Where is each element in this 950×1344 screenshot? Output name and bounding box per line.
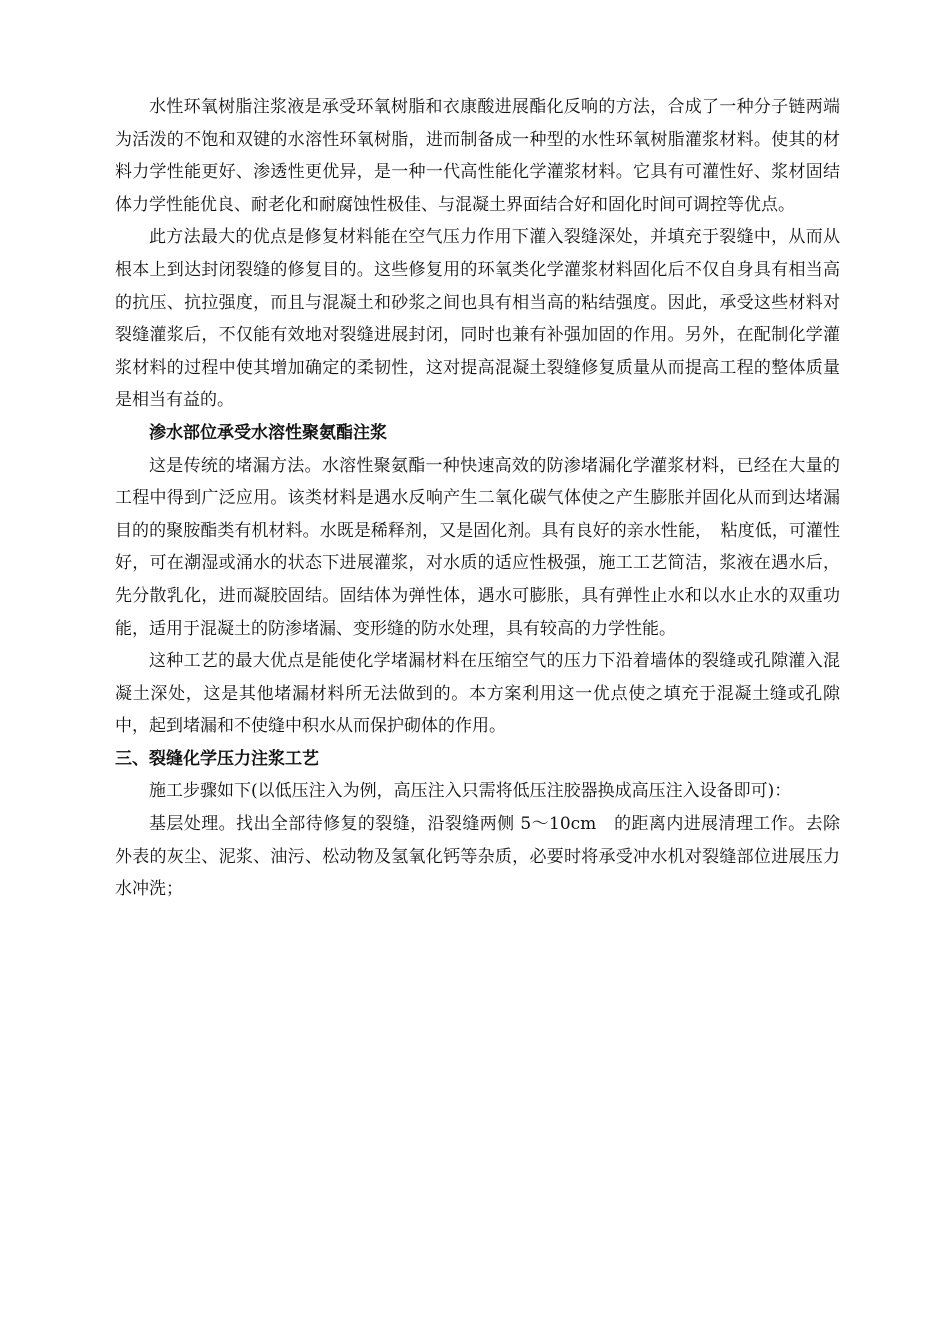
paragraph-waterborne-epoxy: 水性环氧树脂注浆液是承受环氧树脂和衣康酸进展酯化反响的方法，合成了一种分子链两端为活泼的不饱和双键的水溶性环氧树脂，进而制备成一种型的水性环氧树脂灌浆材料。使其的材料力学性能更好、渗透性更优异，是一种一代高性能化学灌浆材料。它具有可灌性好、浆材固结体力学性能优良、耐老化和耐腐蚀性极佳、与混凝土界面结合好和固化时间可调控等优点。 [115,97,840,215]
document-body [115,91,840,906]
paragraph-base-treatment: 基层处理。找出全部待修复的裂缝，沿裂缝两侧 5～10cm 的距离内进展清理工作。去除外表的灰尘、泥浆、油污、松动物及氢氧化钙等杂质，必要时将承受冲水机对裂缝部位进展压力水冲洗； [115,814,840,900]
section-heading-pressure-grouting: 三、裂缝化学压力注浆工艺 [115,748,319,769]
paragraph-method-advantage: 此方法最大的优点是修复材料能在空气压力作用下灌入裂缝深处，并填充于裂缝中，从而从根本上到达封闭裂缝的修复目的。这些修复用的环氧类化学灌浆材料固化后不仅自身具有相当高的抗压、抗拉强度，而且与混凝土和砂浆之间也具有相当高的粘结强度。因此，承受这些材料对裂缝灌浆后，不仅能有效地对裂缝进展封闭，同时也兼有补强加固的作用。另外，在配制化学灌浆材料的过程中使其增加确定的柔韧性，这对提高混凝土裂缝修复质量从而提高工程的整体质量是相当有益的。 [115,227,840,411]
paragraph-polyurethane-description: 这是传统的堵漏方法。水溶性聚氨酯一种快速高效的防渗堵漏化学灌浆材料，已经在大量的工程中得到广泛应用。该类材料是遇水反响产生二氧化碳气体使之产生膨胀并固化从而到达堵漏目的的聚胺酯类有机材料。水既是稀释剂，又是固化剂。具有良好的亲水性能， 粘度低，可灌性好，可在潮湿或涌水的状态下进展灌浆，对水质的适应性极强，施工工艺简洁，浆液在遇水后，先分散乳化，进而凝胶固结。固结体为弹性体，遇水可膨胀，具有弹性止水和以水止水的双重功能，适用于混凝土的防渗堵漏、变形缝的防水处理，具有较高的力学性能。 [115,455,840,639]
paragraph-construction-steps: 施工步骤如下(以低压注入为例，高压注入只需将低压注胶器换成高压注入设备即可)： [149,781,792,802]
paragraph-process-advantage: 这种工艺的最大优点是能使化学堵漏材料在压缩空气的压力下沿着墙体的裂缝或孔隙灌入混凝土深处，这是其他堵漏材料所无法做到的。本方案利用这一优点使之填充于混凝土缝或孔隙中，起到堵漏和不使缝中积水从而保护砌体的作用。 [115,651,840,737]
section-heading-polyurethane: 渗水部位承受水溶性聚氨酯注浆 [149,422,387,443]
